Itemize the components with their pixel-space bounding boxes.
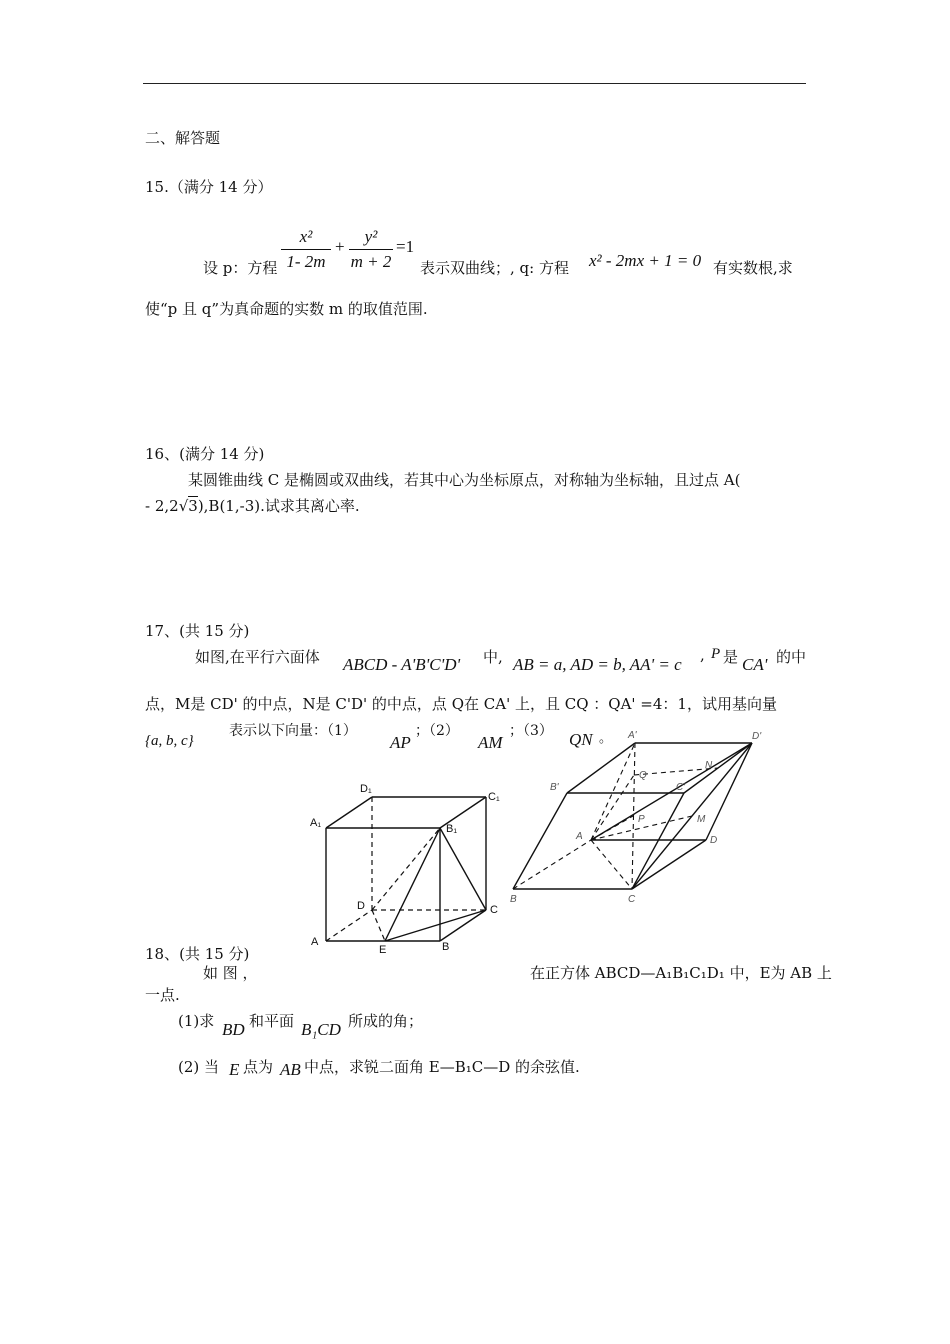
q15-mid-text: 表示双曲线；, q: 方程 bbox=[420, 259, 569, 277]
q15-frac2-bar bbox=[349, 249, 393, 250]
para-label-aprime: A' bbox=[628, 730, 637, 741]
q18-part2-c: 中点，求锐二面角 E—B₁C—D 的余弦值. bbox=[304, 1058, 580, 1076]
cube-label-c1: C₁ bbox=[488, 791, 500, 803]
edge-b1e bbox=[385, 828, 440, 941]
q16-header: 16、(满分 14 分) bbox=[145, 445, 265, 463]
q17-basis: {a, b, c} bbox=[145, 733, 194, 749]
q17-line1-i: 的中 bbox=[776, 648, 807, 666]
q15-frac2-denominator: m + 2 bbox=[350, 252, 392, 271]
para-label-n: N bbox=[705, 760, 713, 771]
q18-part2-b: 点为 bbox=[243, 1058, 274, 1076]
edge-bc bbox=[440, 910, 486, 941]
q15-tail: 有实数根,求 bbox=[713, 259, 793, 277]
para-label-cprime: C' bbox=[676, 782, 686, 793]
q18-part2-e: E bbox=[229, 1060, 240, 1079]
q18-part1-a: (1)求 bbox=[178, 1012, 215, 1030]
parallelepiped-figure bbox=[505, 725, 775, 910]
q15-fraction-1 bbox=[281, 227, 331, 272]
cube-label-b1: B₁ bbox=[446, 823, 458, 835]
para-label-p: P bbox=[638, 814, 645, 825]
q15-header: 15.（满分 14 分） bbox=[145, 178, 273, 196]
q17-line1-p: P bbox=[711, 646, 721, 662]
q16-sqrt-radicand: 3 bbox=[188, 497, 198, 515]
q15-frac1-denominator: 1- 2m bbox=[286, 252, 326, 271]
q18-line1-a: 如 图 ， bbox=[203, 964, 258, 982]
edge-ec bbox=[385, 910, 486, 941]
cube-label-a: A bbox=[311, 936, 319, 948]
q17-vector-qn: QN bbox=[569, 730, 593, 749]
q17-vector-ap: AP bbox=[390, 733, 411, 752]
edge-ac-hidden bbox=[591, 840, 632, 889]
q18-part1-plane: B₁CD bbox=[301, 1020, 341, 1039]
q17-line1-ca: CA' bbox=[742, 655, 768, 674]
q17-line1-a: 如图,在平行六面体 bbox=[195, 648, 320, 666]
q18-header: 18、(共 15 分) bbox=[145, 945, 250, 963]
q16-line2-a: - 2,2 bbox=[145, 497, 179, 515]
edge-cprime-c bbox=[632, 793, 684, 889]
edge-bprime-b bbox=[513, 793, 567, 889]
header-rule bbox=[143, 83, 806, 84]
q16-line2-b: ),B(1,-3).试求其离心率. bbox=[197, 497, 360, 515]
q17-line3-d: 。 bbox=[599, 731, 613, 746]
q15-frac1-numerator: x² bbox=[299, 227, 313, 246]
q18-part1-bd: BD bbox=[222, 1020, 245, 1039]
q18-line2: 一点. bbox=[145, 986, 180, 1004]
q17-header: 17、(共 15 分) bbox=[145, 622, 250, 640]
q15-intro: 设 p：方程 bbox=[203, 259, 278, 277]
q17-line1-c: 中, bbox=[483, 648, 503, 666]
section-title: 二、解答题 bbox=[145, 129, 221, 147]
para-label-a: A bbox=[576, 831, 583, 842]
para-label-bprime: B' bbox=[550, 782, 559, 793]
edge-bprime-aprime bbox=[567, 743, 635, 793]
edge-de-hidden bbox=[372, 910, 385, 941]
edge-ba-hidden bbox=[513, 840, 591, 889]
q18-part1-c: 所成的角； bbox=[348, 1012, 424, 1030]
q17-line2: 点，M是 CD' 的中点，N是 C'D' 的中点，点 Q在 CA' 上，且 CQ ：QA' =4：1，试用基向量 bbox=[145, 695, 777, 713]
edge-b1c bbox=[440, 828, 486, 910]
para-label-m: M bbox=[697, 814, 706, 825]
q15-equals-one: =1 bbox=[396, 237, 415, 256]
edge-a1d1 bbox=[326, 797, 372, 828]
edge-ad-hidden bbox=[326, 910, 372, 941]
q18-part1-b: 和平面 bbox=[249, 1012, 295, 1030]
q17-line3-b: ；（2） bbox=[415, 723, 459, 739]
q17-line1-g: 是 bbox=[723, 648, 739, 666]
cube-label-d: D bbox=[357, 900, 365, 912]
cube-label-c: C bbox=[490, 904, 498, 916]
q17-line1-e: , bbox=[700, 646, 705, 664]
edge-aq-hidden bbox=[591, 775, 634, 840]
q15-line2: 使“p 且 q”为真命题的实数 m 的取值范围. bbox=[145, 300, 428, 318]
para-label-c: C bbox=[628, 894, 636, 905]
q15-equation-2: x² - 2mx + 1 = 0 bbox=[589, 251, 702, 270]
para-label-d: D bbox=[710, 835, 718, 846]
q17-vector-am: AM bbox=[478, 733, 503, 752]
q17-line3-c: ；（3） bbox=[509, 723, 553, 739]
edge-aaprime-hidden bbox=[591, 743, 635, 840]
q16-line1: 某圆锥曲线 C 是椭圆或双曲线，若其中心为坐标原点，对称轴为坐标轴，且过点 A( bbox=[188, 471, 741, 489]
q18-part2-ab: AB bbox=[280, 1060, 301, 1079]
cube-label-e: E bbox=[379, 944, 387, 956]
sqrt-icon: √ bbox=[178, 497, 189, 515]
q15-fraction-2 bbox=[349, 227, 393, 272]
q15-frac2-numerator: y² bbox=[364, 227, 378, 246]
para-label-q: Q bbox=[639, 770, 647, 781]
q17-line1-vectors: AB = a, AD = b, AA' = c bbox=[513, 655, 682, 674]
cube-label-a1: A₁ bbox=[310, 817, 322, 829]
q18-part2-a: (2) 当 bbox=[178, 1058, 220, 1076]
para-label-dprime: D' bbox=[752, 731, 762, 742]
cube-label-b: B bbox=[442, 941, 450, 953]
q17-line1-solid: ABCD - A'B'C'D' bbox=[343, 655, 461, 674]
cube-figure bbox=[300, 775, 515, 960]
para-label-b: B bbox=[510, 894, 517, 905]
cube-label-d1: D₁ bbox=[360, 783, 372, 795]
q17-line3-a: 表示以下向量：（1） bbox=[229, 723, 357, 739]
q15-plus: + bbox=[335, 237, 345, 256]
q18-line1-b: 在正方体 ABCD—A₁B₁C₁D₁ 中，E为 AB 上 bbox=[530, 964, 832, 982]
q16-line2 bbox=[145, 495, 360, 516]
edge-cd bbox=[632, 840, 706, 889]
q15-frac1-bar bbox=[281, 249, 331, 250]
